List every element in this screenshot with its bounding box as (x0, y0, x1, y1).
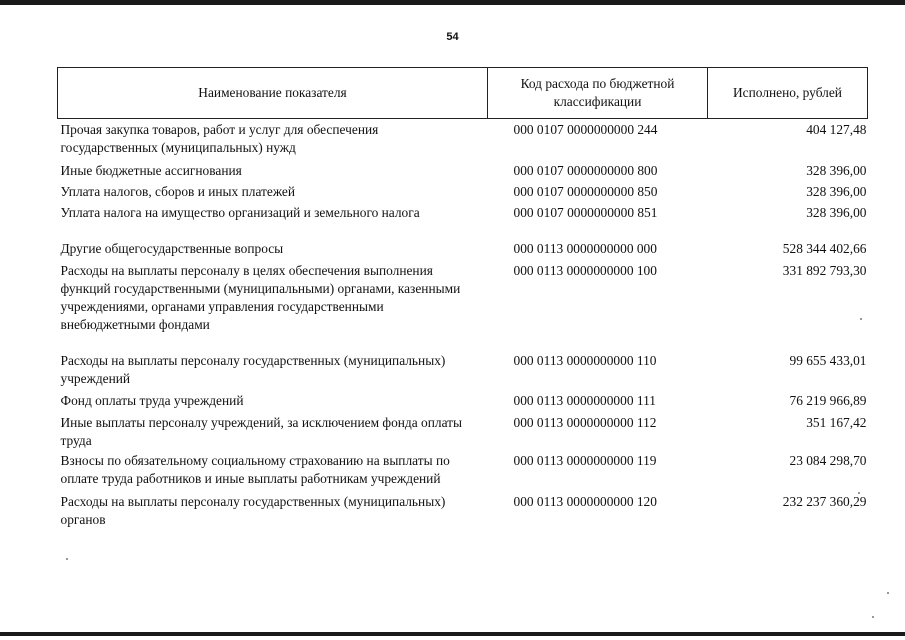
row-code: 000 0113 0000000000 119 (513, 453, 657, 468)
header-executed-amount: Исполнено, рублей (708, 68, 868, 119)
table-header (58, 68, 868, 119)
header-indicator-name: Наименование показателя (58, 68, 488, 119)
header-budget-code: Код расхода по бюджетной классификации (488, 68, 708, 119)
scan-speck (887, 592, 889, 594)
row-name: Взносы по обязательному социальному страхованию на выплаты по оплате труда работников и иные выплаты работникам учреждений (60, 453, 450, 486)
row-name: Фонд оплаты труда учреждений (60, 393, 244, 408)
table-row (58, 334, 868, 388)
table-row (58, 410, 868, 450)
row-amount: 404 127,48 (806, 122, 867, 137)
row-amount: 99 655 433,01 (789, 353, 867, 368)
row-amount: 23 084 298,70 (789, 453, 867, 468)
row-name: Прочая закупка товаров, работ и услуг для обеспечения государственных (муниципальных) нужд (60, 122, 379, 155)
row-amount: 328 396,00 (806, 205, 867, 220)
row-name: Другие общегосударственные вопросы (60, 241, 284, 256)
table-row (58, 488, 868, 529)
row-name: Уплата налога на имущество организаций и земельного налога (60, 205, 420, 220)
table-row (58, 450, 868, 488)
row-code: 000 0113 0000000000 000 (513, 241, 657, 256)
scan-speck (858, 492, 860, 494)
row-amount: 528 344 402,66 (782, 241, 867, 256)
table-body (58, 119, 868, 530)
row-code: 000 0113 0000000000 111 (513, 393, 656, 408)
row-name: Расходы на выплаты персоналу в целях обеспечения выполнения функций государственными (муниципальными) органами, казенными учреждениями, органами управления государственными внебюджетными фондами (60, 263, 461, 332)
row-amount: 328 396,00 (806, 163, 867, 178)
table-row (58, 388, 868, 410)
row-code: 000 0107 0000000000 244 (513, 122, 658, 137)
scan-speck (860, 318, 862, 320)
table-row (58, 201, 868, 222)
page-number: 54 (446, 31, 459, 43)
table-row (58, 222, 868, 258)
row-code: 000 0107 0000000000 850 (513, 184, 658, 199)
row-code: 000 0113 0000000000 110 (513, 353, 657, 368)
scan-speck (66, 558, 68, 560)
row-code: 000 0107 0000000000 851 (513, 205, 658, 220)
row-name: Расходы на выплаты персоналу государственных (муниципальных) учреждений (60, 353, 446, 386)
row-amount: 351 167,42 (806, 415, 867, 430)
row-code: 000 0113 0000000000 112 (513, 415, 657, 430)
page-border-bottom (0, 632, 905, 636)
table-row (58, 119, 868, 161)
row-name: Уплата налогов, сборов и иных платежей (60, 184, 296, 199)
row-amount: 76 219 966,89 (789, 393, 867, 408)
row-code: 000 0113 0000000000 120 (513, 494, 657, 509)
header-row (58, 68, 868, 119)
row-name: Иные выплаты персоналу учреждений, за исключением фонда оплаты труда (60, 415, 463, 448)
table-row (58, 160, 868, 180)
table-row (58, 180, 868, 201)
row-amount: 331 892 793,30 (782, 263, 867, 278)
row-code: 000 0113 0000000000 100 (513, 263, 657, 278)
row-name: Иные бюджетные ассигнования (60, 163, 242, 178)
expenditure-table (57, 67, 868, 529)
row-amount: 232 237 360,29 (782, 494, 867, 509)
table-row (58, 258, 868, 334)
row-amount: 328 396,00 (806, 184, 867, 199)
page-border-top (0, 0, 905, 5)
row-name: Расходы на выплаты персоналу государственных (муниципальных) органов (60, 494, 446, 527)
scan-speck (872, 616, 874, 618)
row-code: 000 0107 0000000000 800 (513, 163, 658, 178)
